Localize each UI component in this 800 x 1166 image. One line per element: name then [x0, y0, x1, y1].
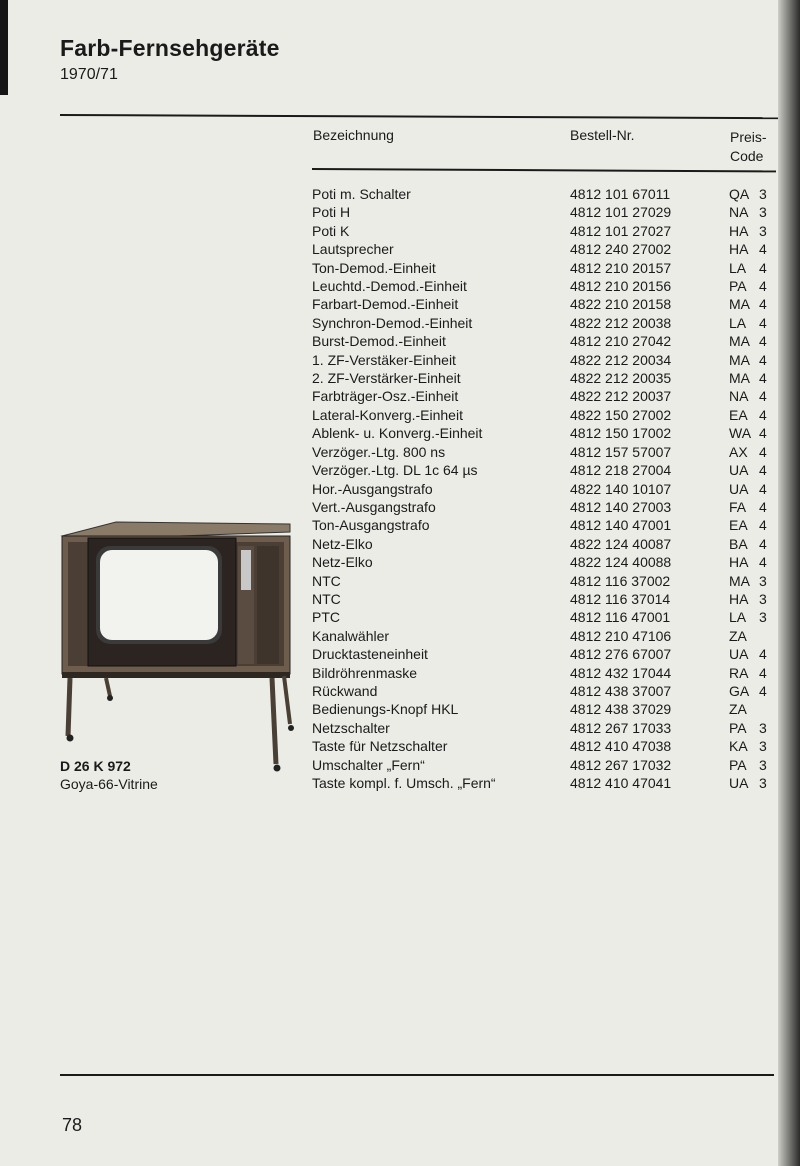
price-code: LA	[729, 259, 747, 276]
table-row	[312, 443, 773, 461]
table-row	[312, 645, 773, 663]
column-header-name: Bezeichnung	[313, 127, 394, 143]
table-row	[312, 480, 773, 498]
price-group: 3	[759, 572, 767, 589]
table-row	[312, 516, 773, 534]
price-code: MA	[729, 333, 750, 350]
price-code: EA	[729, 406, 748, 423]
order-number: 4812 432 17044	[570, 664, 672, 681]
part-name: Lateral-Konverg.-Einheit	[312, 406, 463, 423]
table-row	[312, 737, 773, 755]
price-group: 3	[759, 775, 767, 791]
table-row	[312, 424, 773, 442]
part-name: Taste kompl. f. Umsch. „Fern“	[312, 775, 496, 791]
order-number: 4812 116 37002	[570, 572, 671, 589]
order-number: 4822 212 20034	[570, 351, 672, 368]
parts-table-body	[312, 185, 773, 792]
price-code: MA	[729, 572, 750, 589]
table-row	[312, 719, 773, 737]
order-number: 4812 438 37007	[570, 682, 672, 699]
table-row	[312, 185, 773, 203]
price-group: 4	[759, 351, 767, 368]
order-number: 4812 410 47041	[570, 775, 672, 791]
price-code: NA	[729, 204, 749, 221]
price-group: 4	[759, 314, 767, 331]
price-code: HA	[729, 590, 749, 607]
table-row	[312, 700, 773, 718]
table-row	[312, 222, 773, 240]
order-number: 4812 101 67011	[570, 186, 671, 202]
price-code: ZA	[729, 627, 747, 644]
part-name: Kanalwähler	[312, 627, 390, 644]
price-group: 4	[759, 517, 767, 534]
order-number: 4822 124 40088	[570, 554, 672, 571]
price-code: RA	[729, 664, 749, 681]
part-name: Verzöger.-Ltg. DL 1c 64 µs	[312, 462, 478, 479]
table-row	[312, 387, 773, 405]
part-name: Synchron-Demod.-Einheit	[312, 314, 473, 331]
part-name: Leuchtd.-Demod.-Einheit	[312, 278, 467, 295]
price-group: 4	[759, 443, 767, 460]
column-header-price	[730, 128, 778, 166]
bottom-divider	[60, 1074, 774, 1076]
price-group: 4	[759, 370, 767, 387]
order-number: 4822 212 20037	[570, 388, 672, 405]
order-number: 4822 150 27002	[570, 406, 672, 423]
price-group: 4	[759, 296, 767, 313]
price-group: 4	[759, 406, 767, 423]
price-code: LA	[729, 609, 747, 626]
page-subtitle: 1970/71	[60, 66, 118, 83]
price-group: 4	[759, 664, 767, 681]
price-header-line1: Preis-	[730, 129, 767, 145]
part-name: Ablenk- u. Konverg.-Einheit	[312, 425, 483, 442]
part-name: Ton-Ausgangstrafo	[312, 517, 430, 534]
table-row	[312, 369, 773, 387]
table-row	[312, 203, 773, 221]
table-row	[312, 608, 773, 626]
order-number: 4822 212 20038	[570, 314, 672, 331]
price-group: 3	[759, 590, 767, 607]
part-name: NTC	[312, 590, 341, 607]
part-name: Umschalter „Fern“	[312, 756, 425, 773]
price-group: 4	[759, 241, 767, 258]
part-name: 2. ZF-Verstärker-Einheit	[312, 370, 461, 387]
table-row	[312, 259, 773, 277]
part-name: Farbträger-Osz.-Einheit	[312, 388, 459, 405]
table-row	[312, 295, 773, 313]
part-name: Lautsprecher	[312, 241, 394, 258]
part-name: Rückwand	[312, 682, 378, 699]
price-code: LA	[729, 314, 747, 331]
order-number: 4812 410 47038	[570, 738, 672, 755]
header-divider	[312, 168, 776, 172]
price-group: 3	[759, 222, 767, 239]
price-group	[759, 627, 773, 645]
part-name: Netz-Elko	[312, 554, 373, 571]
book-spine-shadow	[778, 0, 800, 1166]
price-group: 4	[759, 480, 767, 497]
table-row	[312, 553, 773, 571]
order-number: 4812 157 57007	[570, 443, 672, 460]
price-code: HA	[729, 554, 749, 571]
model-name: Goya-66-Vitrine	[60, 776, 158, 792]
table-row	[312, 627, 773, 645]
part-name: Drucktasteneinheit	[312, 646, 428, 663]
price-code: QA	[729, 186, 750, 202]
price-group: 3	[759, 738, 767, 755]
price-code: PA	[729, 756, 747, 773]
price-code: MA	[729, 351, 750, 368]
part-name: Hor.-Ausgangstrafo	[312, 480, 433, 497]
price-code: UA	[729, 462, 749, 479]
part-name: PTC	[312, 609, 340, 626]
price-group: 4	[759, 646, 767, 663]
part-name: Farbart-Demod.-Einheit	[312, 296, 459, 313]
order-number: 4812 240 27002	[570, 241, 672, 258]
order-number: 4812 267 17033	[570, 719, 672, 736]
part-name: Poti H	[312, 204, 351, 221]
order-number: 4822 212 20035	[570, 370, 672, 387]
table-row	[312, 756, 773, 774]
order-number: 4822 124 40087	[570, 535, 672, 552]
part-name: Ton-Demod.-Einheit	[312, 259, 436, 276]
table-row	[312, 774, 773, 792]
price-code: UA	[729, 480, 749, 497]
table-row	[312, 314, 773, 332]
part-name: Bildröhrenmaske	[312, 664, 418, 681]
price-group: 4	[759, 535, 767, 552]
price-code: MA	[729, 296, 750, 313]
price-group: 4	[759, 498, 767, 515]
order-number: 4812 438 37029	[570, 701, 672, 718]
order-number: 4812 218 27004	[570, 462, 672, 479]
price-group: 4	[759, 388, 767, 405]
table-row	[312, 406, 773, 424]
table-row	[312, 332, 773, 350]
part-name: Taste für Netzschalter	[312, 738, 448, 755]
price-code: WA	[729, 425, 752, 442]
price-code: PA	[729, 719, 747, 736]
order-number: 4812 210 27042	[570, 333, 672, 350]
part-name: Burst-Demod.-Einheit	[312, 333, 446, 350]
order-number: 4812 101 27027	[570, 222, 672, 239]
table-row	[312, 682, 773, 700]
price-code: AX	[729, 443, 748, 460]
table-row	[312, 535, 773, 553]
left-edge-mark	[0, 0, 8, 95]
price-group: 4	[759, 554, 767, 571]
price-code: PA	[729, 278, 747, 295]
price-group: 4	[759, 682, 767, 699]
price-code: FA	[729, 498, 747, 515]
part-name: Netz-Elko	[312, 535, 373, 552]
order-number: 4812 101 27029	[570, 204, 672, 221]
part-name: Verzöger.-Ltg. 800 ns	[312, 443, 446, 460]
page-number: 78	[62, 1115, 83, 1135]
order-number: 4822 210 20158	[570, 296, 672, 313]
price-code: MA	[729, 370, 750, 387]
price-group	[759, 700, 773, 718]
part-name: Netzschalter	[312, 719, 390, 736]
part-name: 1. ZF-Verstäker-Einheit	[312, 351, 456, 368]
table-row	[312, 590, 773, 608]
price-code: EA	[729, 517, 748, 534]
table-row	[312, 461, 773, 479]
part-name: Poti K	[312, 222, 350, 239]
order-number: 4812 210 47106	[570, 627, 672, 644]
price-group: 3	[759, 204, 767, 221]
price-code: NA	[729, 388, 749, 405]
price-group: 4	[759, 278, 767, 295]
price-group: 4	[759, 259, 767, 276]
top-divider	[60, 114, 778, 119]
order-number: 4812 150 17002	[570, 425, 672, 442]
part-name: Bedienungs-Knopf HKL	[312, 701, 459, 718]
price-code: UA	[729, 775, 749, 791]
price-code: UA	[729, 646, 749, 663]
price-code: KA	[729, 738, 748, 755]
table-row	[312, 572, 773, 590]
part-name: Poti m. Schalter	[312, 186, 411, 202]
order-number: 4812 276 67007	[570, 646, 672, 663]
price-header-line2: Code	[730, 148, 764, 164]
tv-cabinet-illustration	[58, 518, 308, 778]
order-number: 4812 140 27003	[570, 498, 672, 515]
table-row	[312, 664, 773, 682]
price-code: GA	[729, 682, 750, 699]
price-group: 4	[759, 462, 767, 479]
page-title: Farb-Fernsehgeräte	[60, 35, 280, 61]
order-number: 4822 140 10107	[570, 480, 672, 497]
order-number: 4812 116 37014	[570, 590, 671, 607]
price-group: 3	[759, 186, 767, 202]
price-code: BA	[729, 535, 748, 552]
order-number: 4812 210 20156	[570, 278, 672, 295]
price-code: ZA	[729, 701, 747, 718]
order-number: 4812 140 47001	[570, 517, 672, 534]
price-group: 3	[759, 609, 767, 626]
model-number: D 26 K 972	[60, 758, 131, 774]
part-name: Vert.-Ausgangstrafo	[312, 498, 436, 515]
order-number: 4812 210 20157	[570, 259, 672, 276]
parts-table	[312, 185, 773, 792]
order-number: 4812 267 17032	[570, 756, 672, 773]
price-group: 4	[759, 425, 767, 442]
table-row	[312, 240, 773, 258]
table-row	[312, 277, 773, 295]
part-name: NTC	[312, 572, 341, 589]
price-group: 4	[759, 333, 767, 350]
order-number: 4812 116 47001	[570, 609, 671, 626]
price-group: 3	[759, 719, 767, 736]
price-code: HA	[729, 241, 749, 258]
column-header-order: Bestell-Nr.	[570, 127, 635, 143]
price-group: 3	[759, 756, 767, 773]
table-row	[312, 498, 773, 516]
table-row	[312, 351, 773, 369]
price-code: HA	[729, 222, 749, 239]
